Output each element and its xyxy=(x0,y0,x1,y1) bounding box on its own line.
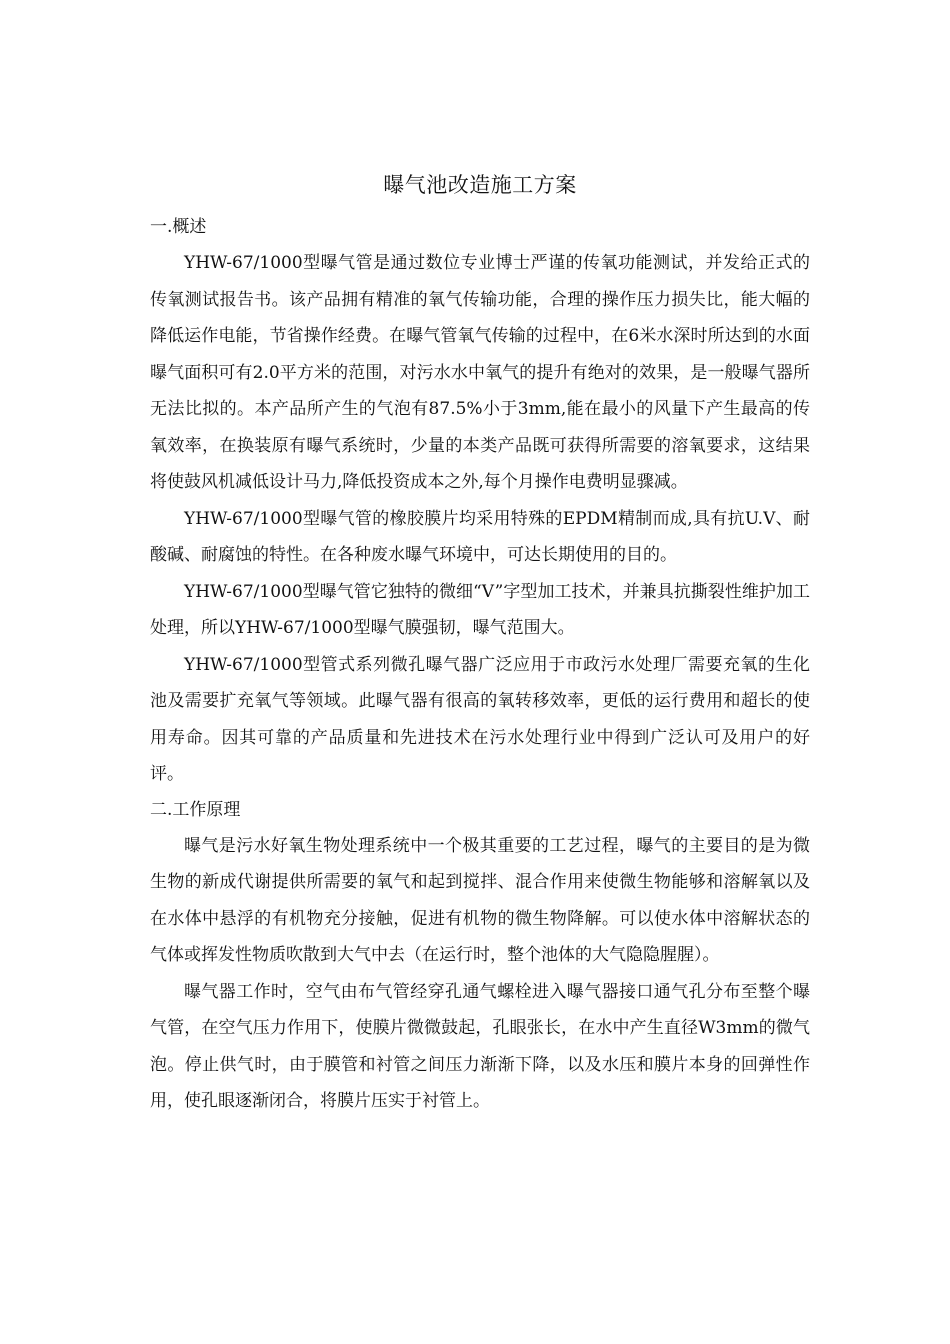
section-overview xyxy=(150,210,810,793)
paragraph: 曝气器工作时，空气由布气管经穿孔通气螺栓进入曝气器接口通气孔分布至整个曝气管，在空气压力作用下，使膜片微微鼓起，孔眼张长，在水中产生直径W3mm的微气泡。停止供气时，由于膜管和衬管之间压力渐渐下降，以及水压和膜片本身的回弹性作用，使孔眼逐渐闭合，将膜片压实于衬管上。 xyxy=(150,981,810,1111)
document-title: 曝气池改造施工方案 xyxy=(383,173,577,197)
section-working-principle xyxy=(150,793,810,1120)
paragraph: YHW-67/1000型管式系列微孔曝气器广泛应用于市政污水处理厂需要充氧的生化池及需要扩充氧气等领域。此曝气器有很高的氧转移效率，更低的运行费用和超长的使用寿命。因其可靠的产品质量和先进技术在污水处理行业中得到广泛认可及用户的好评。 xyxy=(150,654,810,784)
section-heading: 一.概述 xyxy=(150,217,207,237)
paragraph: YHW-67/1000型曝气管它独特的微细“V”字型加工技术，并兼具抗撕裂性维护加工处理，所以YHW-67/1000型曝气膜强韧，曝气范围大。 xyxy=(150,581,810,638)
paragraph: 曝气是污水好氧生物处理系统中一个极其重要的工艺过程，曝气的主要目的是为微生物的新成代谢提供所需要的氧气和起到搅拌、混合作用来使微生物能够和溶解氧以及在水体中悬浮的有机物充分接触，促进有机物的微生物降解。可以使水体中溶解状态的气体或挥发性物质吹散到大气中去（在运行时，整个池体的大气隐隐腥腥）。 xyxy=(150,835,810,965)
paragraph: YHW-67/1000型曝气管是通过数位专业博士严谨的传氧功能测试，并发给正式的传氧测试报告书。该产品拥有精准的氧气传输功能，合理的操作压力损失比，能大幅的降低运作电能，节省操作经费。在曝气管氧气传输的过程中，在6米水深时所达到的水面曝气面积可有2.0平方米的范围，对污水水中氧气的提升有绝对的效果，是一般曝气器所无法比拟的。本产品所产生的气泡有87.5%小于3mm,能在最小的风量下产生最高的传氧效率，在换装原有曝气系统时，少量的本类产品既可获得所需要的溶氧要求，这结果将使鼓风机减低设计马力,降低投资成本之外,每个月操作电费明显骤减。 xyxy=(150,253,810,492)
section-heading: 二.工作原理 xyxy=(150,799,241,820)
paragraph: YHW-67/1000型曝气管的橡胶膜片均采用特殊的EPDM精制而成,具有抗U.V、耐酸碱、耐腐蚀的特性。在各种废水曝气环境中，可达长期使用的目的。 xyxy=(150,508,810,565)
document-body xyxy=(150,170,810,1120)
